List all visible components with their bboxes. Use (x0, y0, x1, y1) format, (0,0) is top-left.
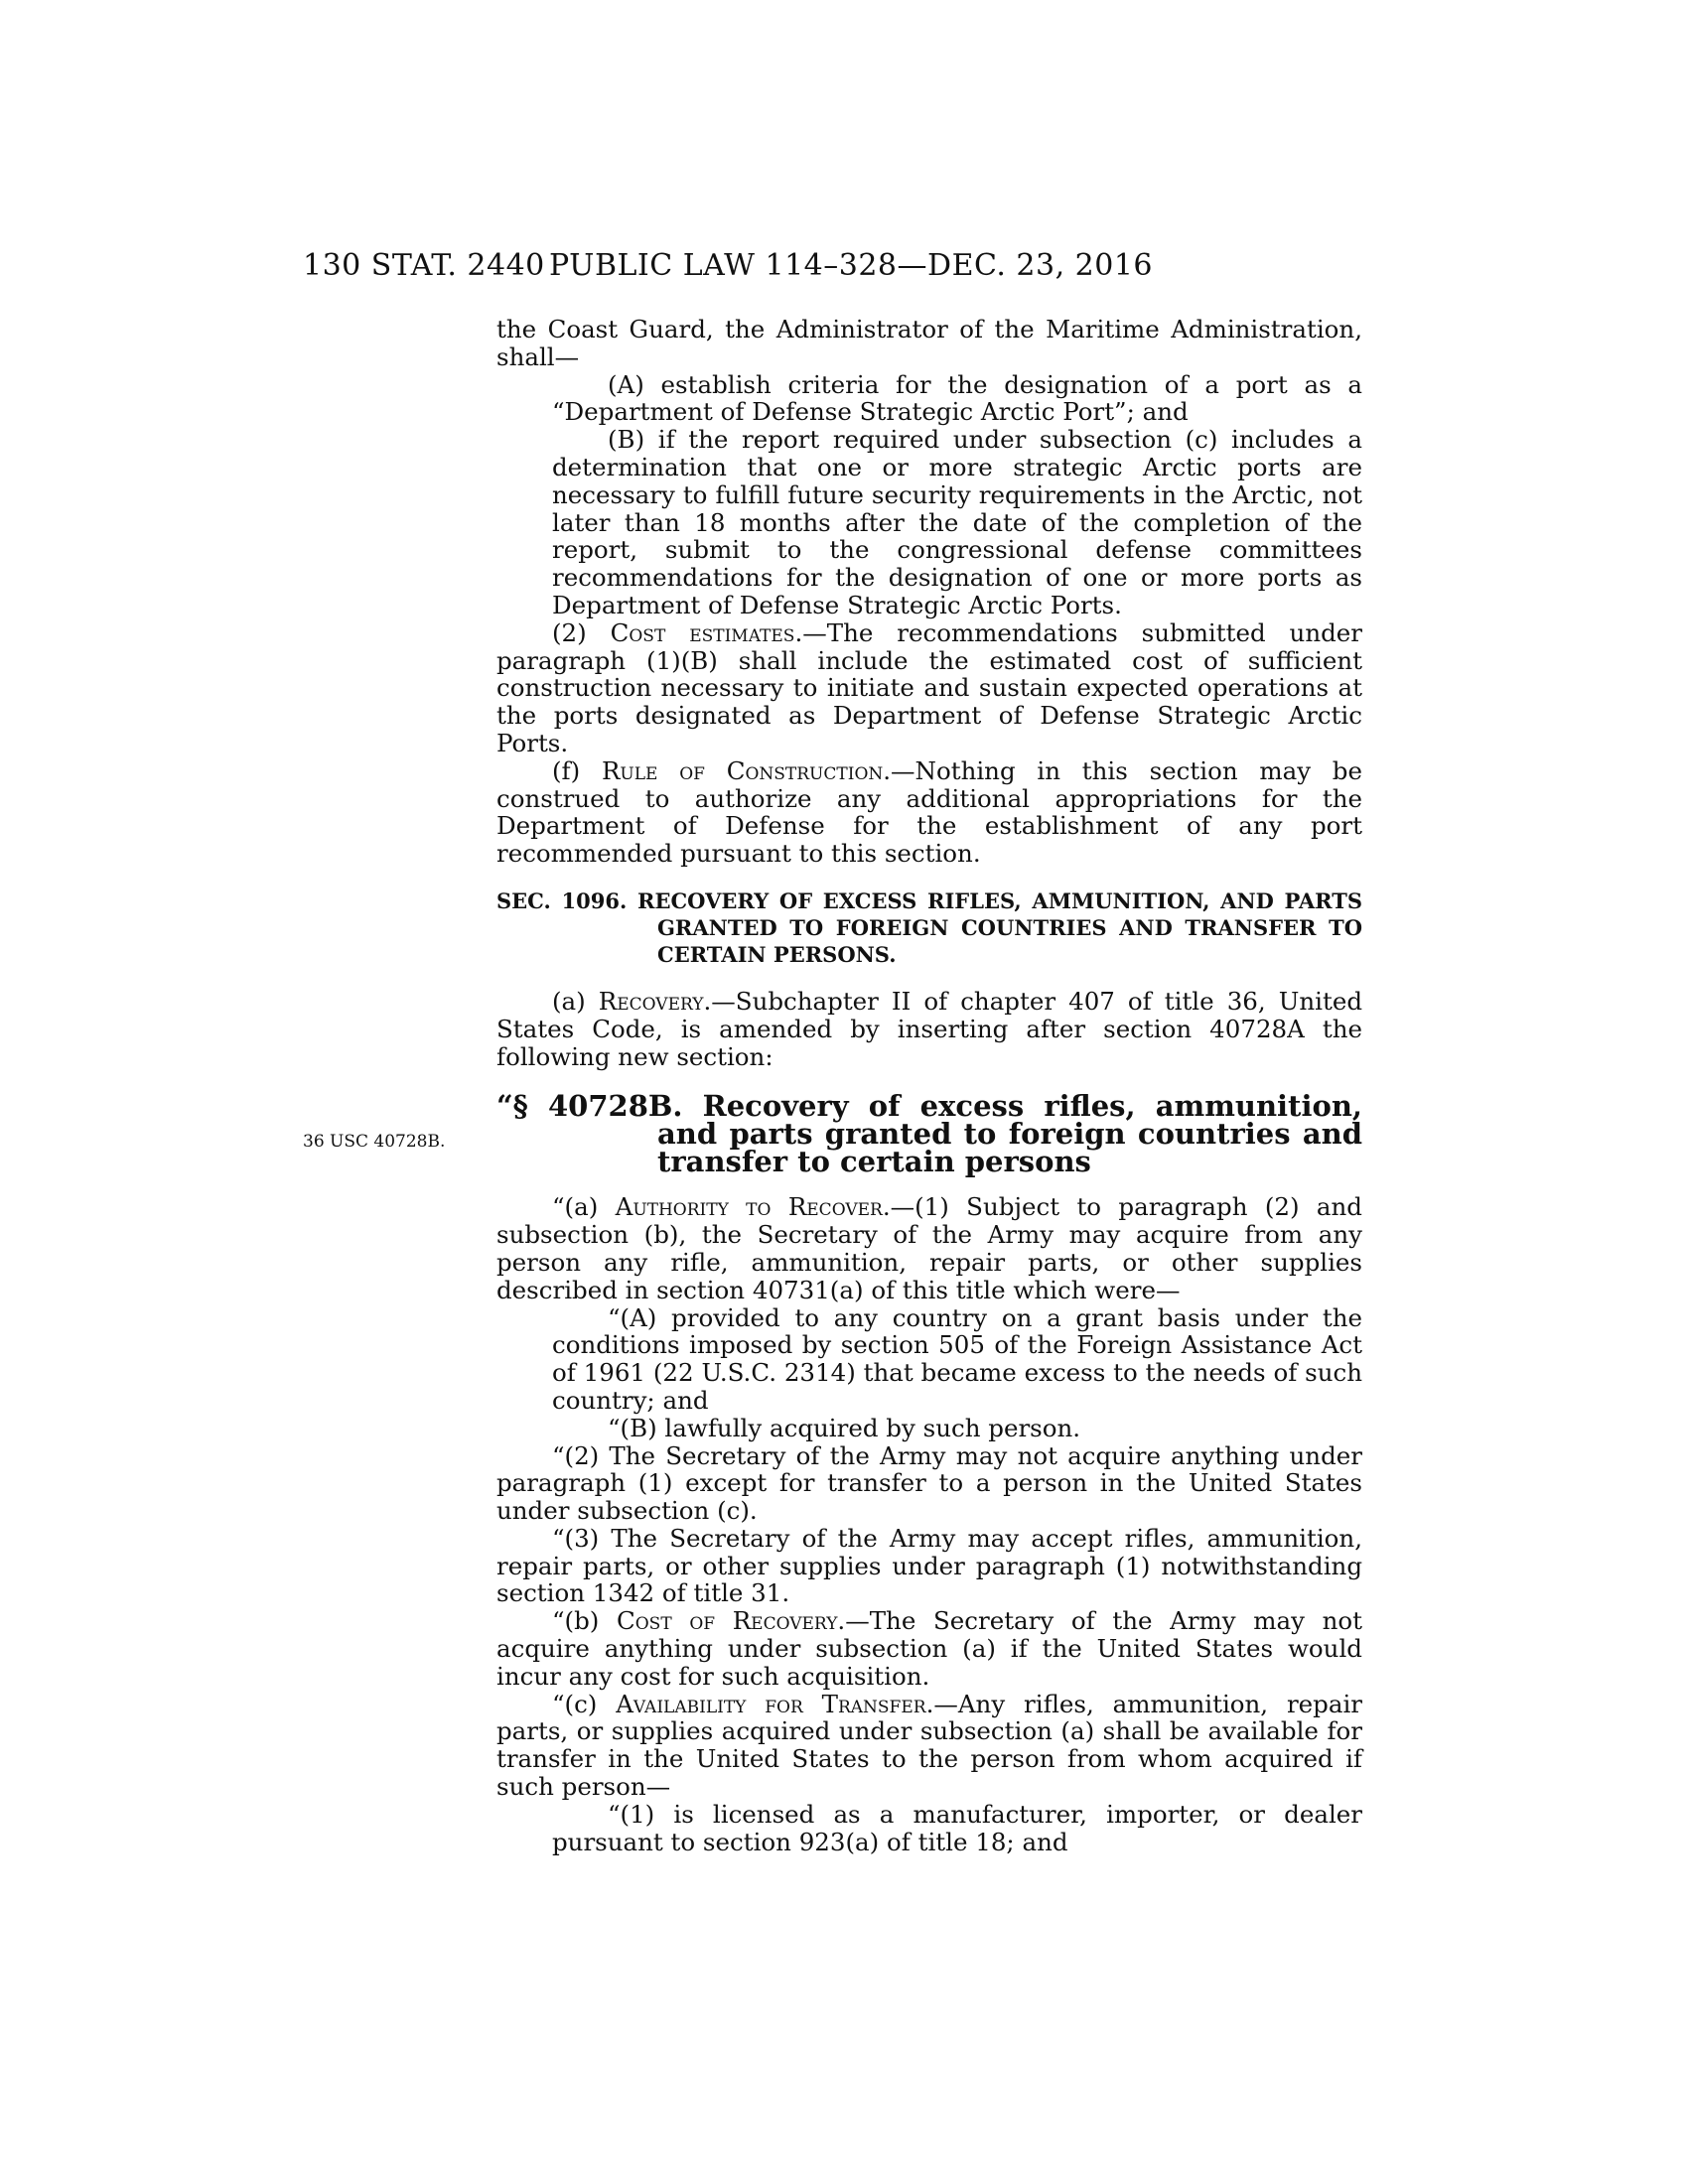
subsection-number: (f) (552, 755, 581, 785)
subsection-a-authority-to-recover (496, 1193, 1362, 1303)
subsection-text: .—(1) Subject to paragraph (2) and subsection (b), the Secretary of the Army may acquire from any person any rifle, ammunition, repair parts, or other supplies described in section 40731(a) of this title which were— (496, 1192, 1362, 1304)
stat-page-number: 130 STAT. 2440 (303, 248, 545, 283)
subsection-number: “(c) (552, 1689, 598, 1718)
paragraph-text: .—The recommendations submitted under paragraph (1)(B) shall include the estimated cost of sufficient construction necessary to initiate and sustain expected operations at the ports designated as Department of Defense Strategic Arctic Ports. (496, 617, 1362, 757)
subsection-text: .—Any rifles, ammunition, repair parts, or supplies acquired under subsection (a) shall be available for transfer in the United States to the person from whom acquired if such person— (496, 1689, 1362, 1802)
subsection-number: “(b) (552, 1606, 600, 1636)
paragraph-2: “(2) The Secretary of the Army may not acquire anything under paragraph (1) except for transfer to a person in the United States under subsection (c). (496, 1440, 1362, 1526)
subsection-heading: Authority to Recover (615, 1192, 883, 1222)
paragraph-1B: (B) if the report required under subsection (c) includes a determination that one or more strategic Arctic ports are necessary to fulfill future security requirements in the Arctic, not later than 18 months after the date of the completion of the report, submit to the congressional defense committees recommendations for the designation of one or more ports as Department of Defense Strategic Arctic Ports. (552, 425, 1362, 619)
subsection-number: “(a) (552, 1192, 599, 1222)
paragraph-heading: Cost estimates (610, 617, 795, 647)
subsection-heading: Rule of Construction (601, 755, 884, 785)
section-1096-heading: SEC. 1096. RECOVERY OF EXCESS RIFLES, AMMUNITION, AND PARTS GRANTED TO FOREIGN COUNTRIES AND TRANSFER TO CERTAIN PERSONS. (496, 887, 1362, 967)
public-law-header: PUBLIC LAW 114–328—DEC. 23, 2016 (549, 248, 1154, 283)
paragraph-A: “(A) provided to any country on a grant basis under the conditions imposed by section 505 of the Foreign Assistance Act of 1961 (22 U.S.C. 2314) that became excess to the needs of such country; and (552, 1302, 1362, 1415)
subsection-text: .—Subchapter II of chapter 407 of title 36, United States Code, is amended by inserting after section 40728A the following new section: (496, 986, 1362, 1071)
paragraph-number: (2) (552, 617, 587, 647)
subsection-f-rule-of-construction (496, 757, 1362, 868)
subsection-text: .—The Secretary of the Army may not acquire anything under subsection (a) if the United States would incur any cost for such acquisition. (496, 1606, 1362, 1691)
paragraph-1A: (A) establish criteria for the designation of a port as a “Department of Defense Strategic Arctic Port”; and (552, 369, 1362, 427)
paragraph-3: “(3) The Secretary of the Army may accept rifles, ammunition, repair parts, or other supplies under paragraph (1) notwithstanding section 1342 of title 31. (496, 1523, 1362, 1608)
subsection-b-cost-of-recovery (496, 1607, 1362, 1690)
subsection-c-availability-for-transfer (496, 1691, 1362, 1801)
paragraph-B: “(B) lawfully acquired by such person. (608, 1413, 1081, 1442)
paragraph-2-cost-estimates (496, 619, 1362, 757)
paragraph-continuation: the Coast Guard, the Administrator of the Maritime Administration, shall— (496, 315, 1362, 371)
subsection-heading: Availability for Transfer (616, 1689, 926, 1718)
subsection-a-recovery (496, 988, 1362, 1070)
subsection-heading: Recovery (598, 986, 704, 1016)
paragraph-1: “(1) is licensed as a manufacturer, importer, or dealer pursuant to section 923(a) of title 18; and (552, 1799, 1362, 1856)
margin-citation-note: 36 USC 40728B. (303, 1132, 446, 1152)
subsection-number: (a) (552, 986, 586, 1016)
document-body (496, 316, 1362, 1855)
subsection-heading: Cost of Recovery (617, 1606, 838, 1636)
section-40728B-title: “§ 40728B. Recovery of excess rifles, ammunition, and parts granted to foreign countries and transfer to certain persons (496, 1089, 1362, 1179)
subsection-text: .—Nothing in this section may be construed to authorize any additional appropriations for the Department of Defense for the establishment of any port recommended pursuant to this section. (496, 755, 1362, 869)
